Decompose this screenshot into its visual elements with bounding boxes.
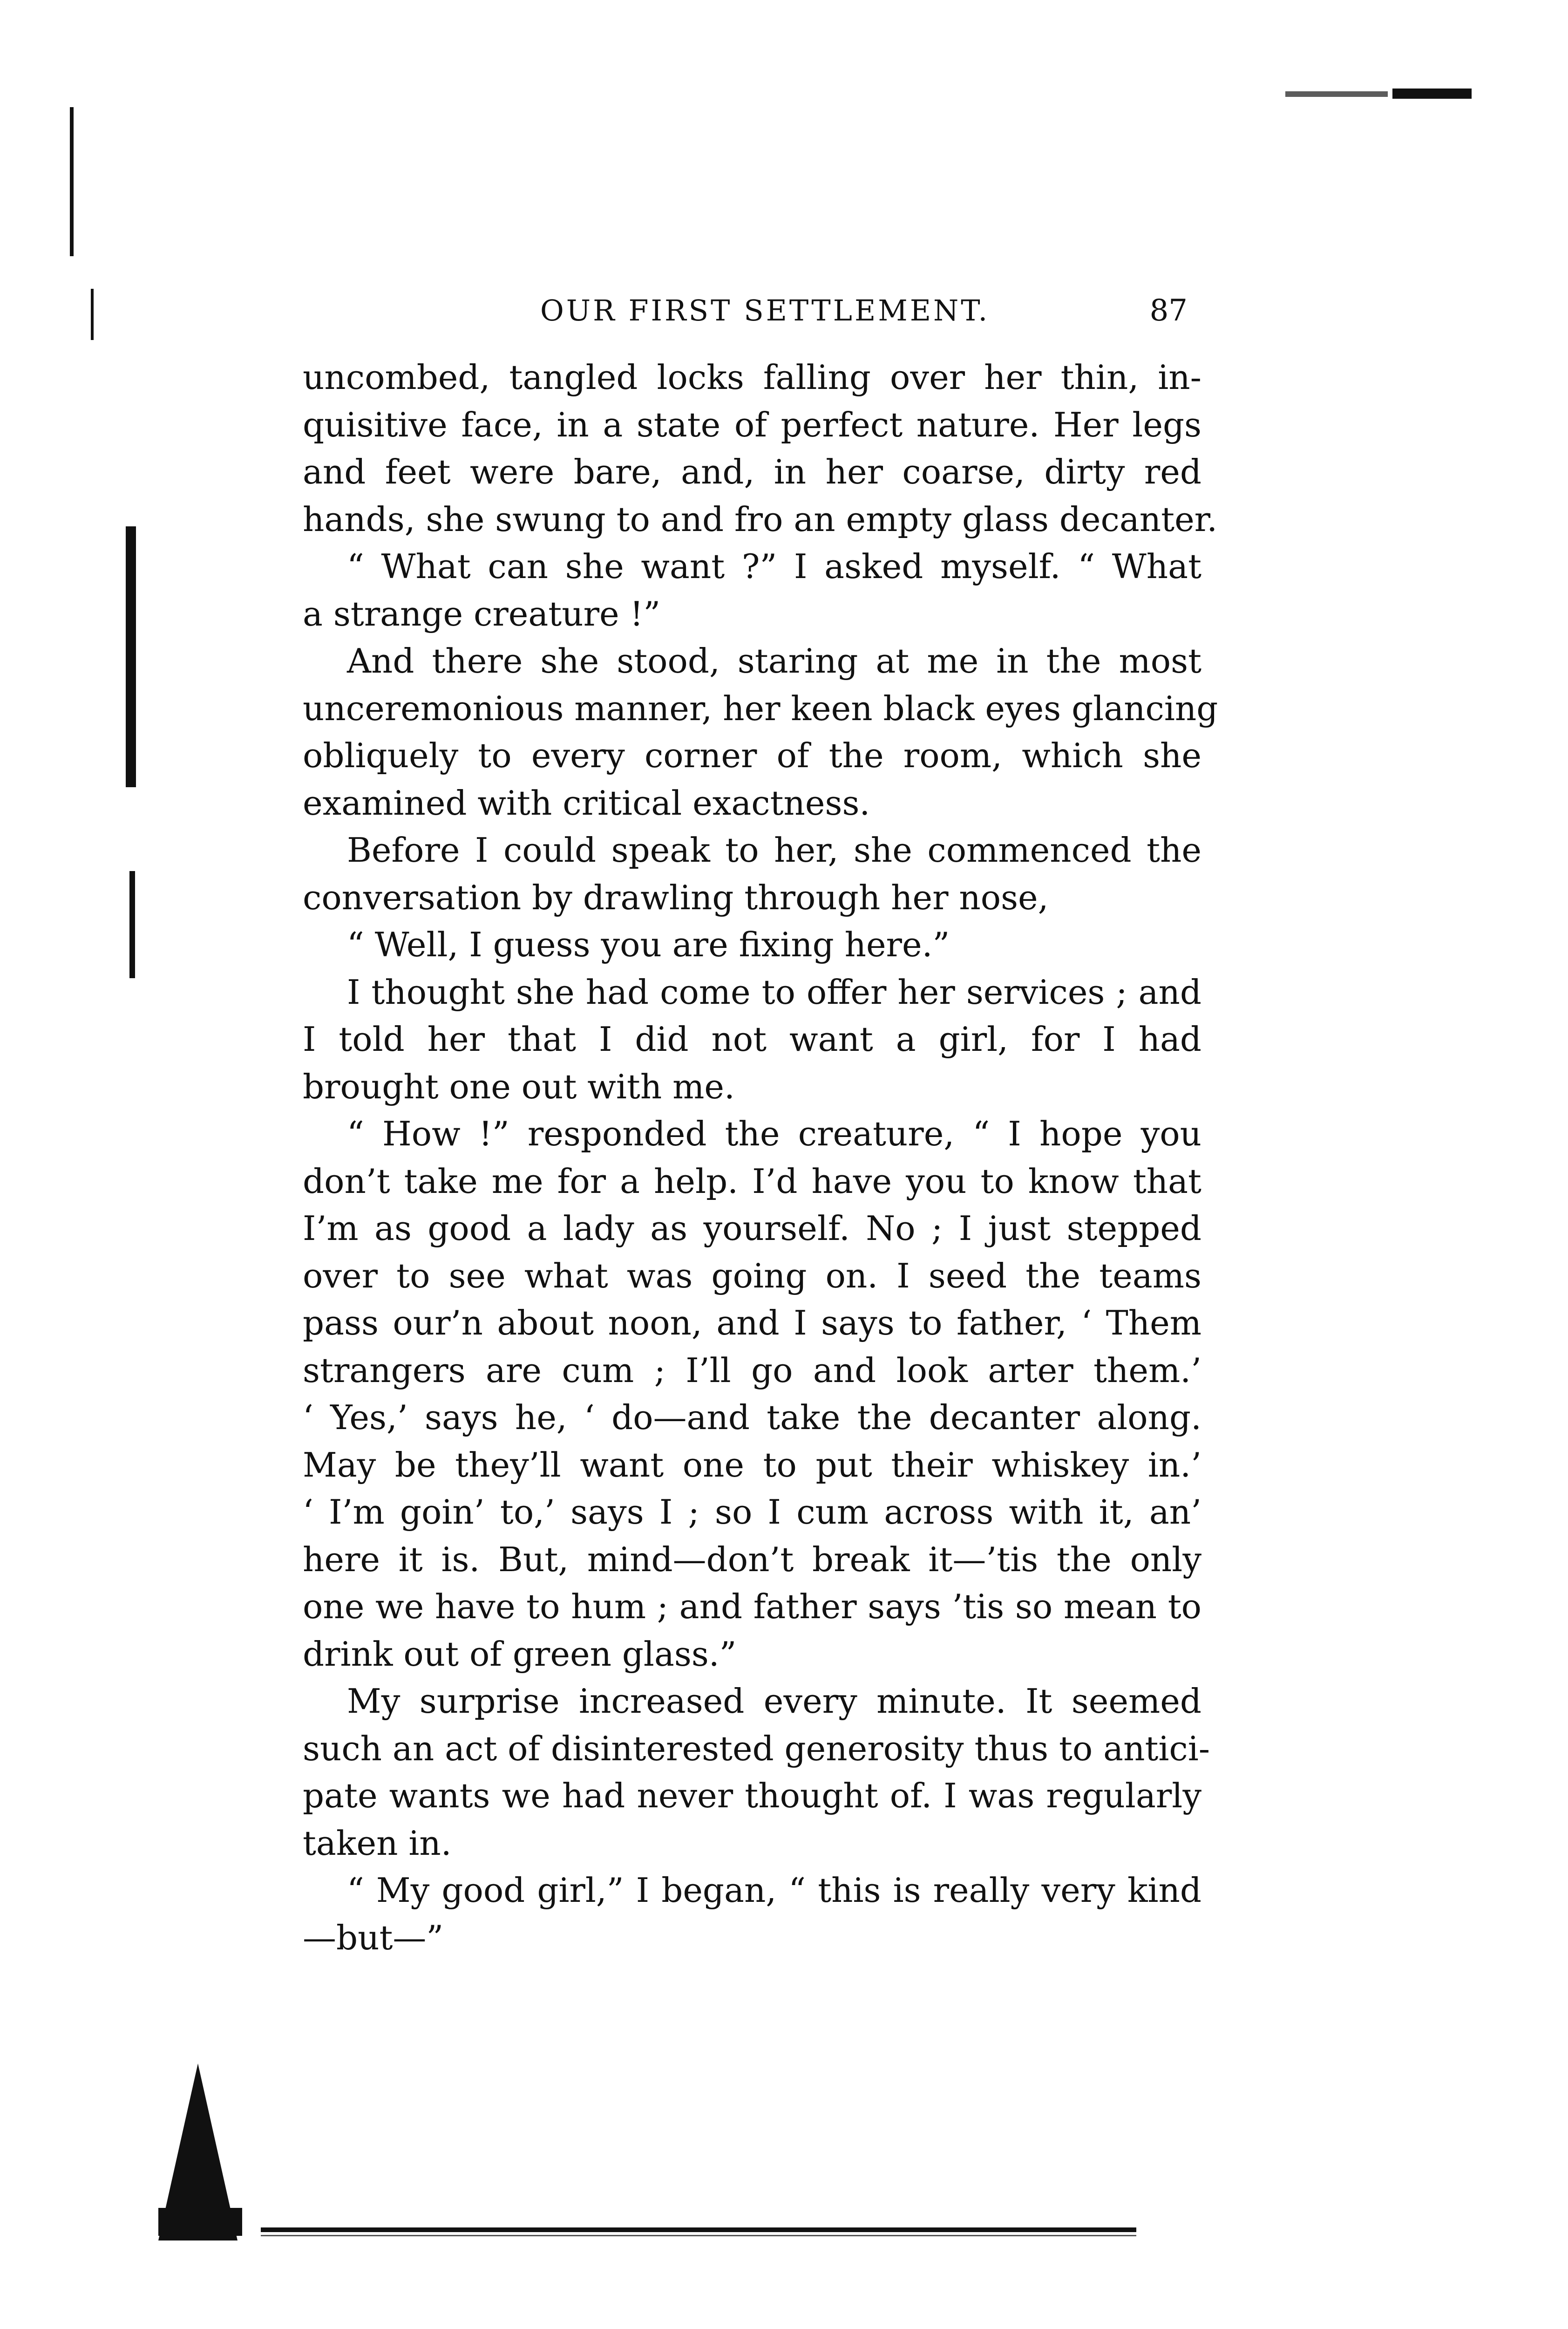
- text-line: obliquely to every corner of the room, which she: [303, 736, 1201, 775]
- text-line: strangers are cum ; I’ll go and look arter them.’: [303, 1350, 1201, 1390]
- text-line: don’t take me for a help. I’d have you to know that: [303, 1161, 1201, 1201]
- text-line: pass our’n about noon, and I says to father, ‘ Them: [303, 1303, 1201, 1342]
- page-number: 87: [1149, 293, 1188, 328]
- text-line: And there she stood, staring at me in the most: [347, 641, 1201, 681]
- text-line: I’m as good a lady as yourself. No ; I just stepped: [303, 1209, 1201, 1248]
- text-line: quisitive face, in a state of perfect nature. Her legs: [303, 405, 1201, 444]
- text-line: examined with critical exactness.: [303, 783, 870, 823]
- text-line: “ What can she want ?” I asked myself. “ What: [347, 547, 1201, 586]
- text-line: Before I could speak to her, she commenced the: [347, 831, 1201, 870]
- text-line: taken in.: [303, 1823, 452, 1863]
- text-line: ‘ Yes,’ says he, ‘ do—and take the decanter along.: [303, 1398, 1201, 1437]
- scan-artifact-left-binding: [126, 526, 136, 787]
- text-line: drink out of green glass.”: [303, 1634, 737, 1674]
- scan-artifact-left-edge: [91, 289, 94, 340]
- text-line: over to see what was going on. I seed the teams: [303, 1256, 1201, 1295]
- text-line: such an act of disinterested generosity thus to antici-: [303, 1729, 1210, 1768]
- scan-artifact-left-edge: [70, 107, 74, 256]
- text-line: brought one out with me.: [303, 1067, 735, 1106]
- scan-artifact-bottom-rule: [261, 2227, 1136, 2232]
- text-line: here it is. But, mind—don’t break it—’tis the only: [303, 1539, 1201, 1579]
- page-header: [303, 293, 1188, 340]
- running-head: OUR FIRST SETTLEMENT.: [540, 293, 990, 327]
- text-line: “ How !” responded the creature, “ I hope you: [347, 1114, 1201, 1153]
- text-line: uncombed, tangled locks falling over her thin, in-: [303, 358, 1201, 397]
- scan-artifact-top-bar: [1392, 89, 1472, 99]
- text-line: hands, she swung to and fro an empty glass decanter.: [303, 499, 1218, 539]
- scan-artifact-left-binding: [129, 871, 135, 978]
- text-line: —but—”: [303, 1918, 444, 1957]
- scan-artifact-bottom-rule: [261, 2235, 1136, 2236]
- text-line: a strange creature !”: [303, 594, 661, 633]
- text-line: “ My good girl,” I began, “ this is really very kind: [347, 1871, 1201, 1910]
- text-line: one we have to hum ; and father says ’tis so mean to: [303, 1587, 1201, 1626]
- text-line: conversation by drawling through her nose,: [303, 878, 1049, 917]
- text-line: unceremonious manner, her keen black eyes glancing: [303, 688, 1218, 728]
- text-line: I thought she had come to offer her services ; and: [347, 972, 1201, 1012]
- text-line: pate wants we had never thought of. I was regularly: [303, 1776, 1201, 1815]
- text-line: May be they’ll want one to put their whiskey in.’: [303, 1445, 1201, 1485]
- text-line: and feet were bare, and, in her coarse, dirty red: [303, 452, 1201, 491]
- body-text: [303, 354, 1218, 1961]
- text-line: “ Well, I guess you are fixing here.”: [347, 925, 950, 964]
- scan-artifact-top: [1285, 91, 1388, 97]
- scan-artifact-left-base: [158, 2208, 242, 2236]
- text-line: My surprise increased every minute. It seemed: [347, 1682, 1201, 1721]
- text-line: I told her that I did not want a girl, for I had: [303, 1020, 1201, 1059]
- text-line: ‘ I’m goin’ to,’ says I ; so I cum across with it, an’: [303, 1492, 1201, 1532]
